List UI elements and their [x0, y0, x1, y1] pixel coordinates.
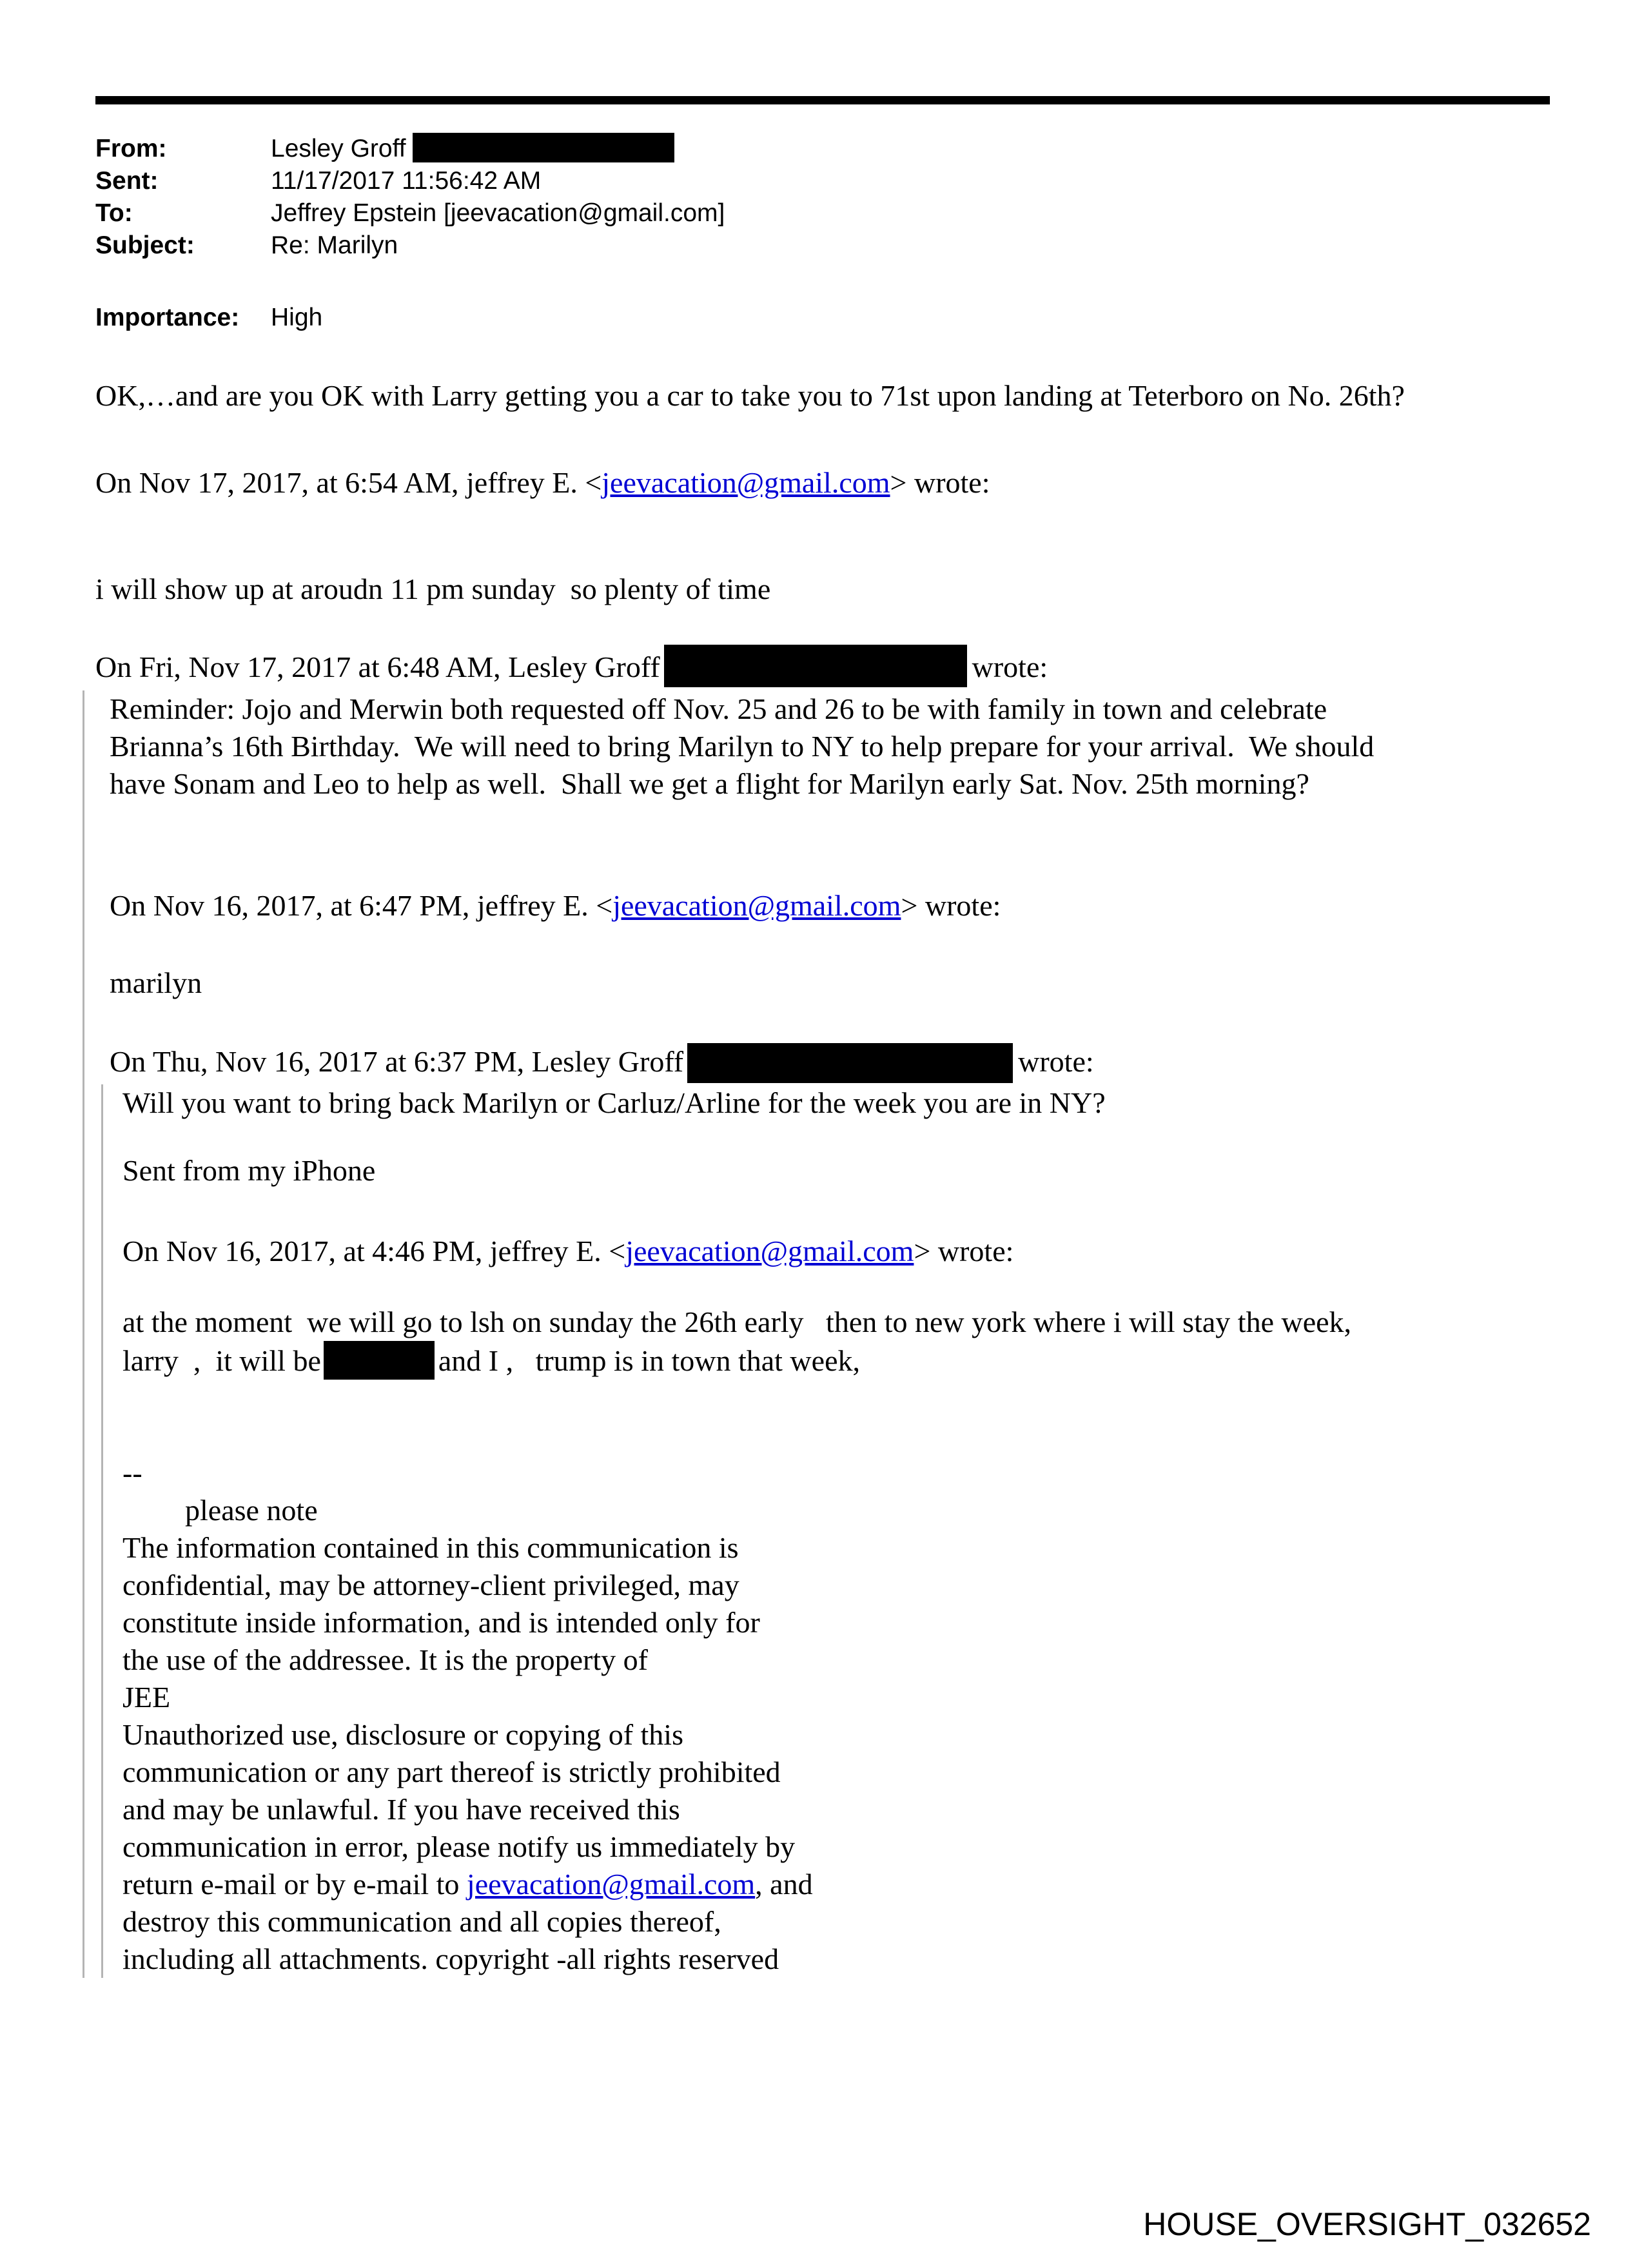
- from-value: [271, 133, 1644, 165]
- quoted-text: [122, 1341, 1605, 1380]
- quoted-text: have Sonam and Leo to help as well. Shall we get a flight for Marilyn early Sat. Nov. 25th morning?: [110, 767, 1309, 800]
- email-link[interactable]: jeevacation@gmail.com: [466, 1868, 756, 1901]
- disclaimer-line: JEE: [122, 1681, 171, 1714]
- quoted-text: Reminder: Jojo and Merwin both requested off Nov. 25 and 26 to be with family in town and celebrate: [110, 692, 1327, 725]
- quoted-message-level-2: [101, 1084, 1605, 1978]
- disclaimer-line: and may be unlawful. If you have received this: [122, 1793, 680, 1826]
- quote-attribution-text: > wrote:: [914, 1235, 1014, 1267]
- disclaimer-line: the use of the addressee. It is the property of: [122, 1643, 648, 1676]
- from-label: From:: [95, 135, 167, 162]
- header-row-importance: [95, 302, 1644, 334]
- redaction-bar: [324, 1341, 435, 1380]
- disclaimer-text-part: return e-mail or by e-mail to: [122, 1868, 467, 1901]
- disclaimer-block: [122, 1529, 1605, 1978]
- disclaimer-line: constitute inside information, and is intended only for: [122, 1606, 760, 1639]
- quote-attribution: [110, 1043, 1605, 1083]
- signature-text: Sent from my iPhone: [122, 1154, 376, 1187]
- disclaimer-line: communication in error, please notify us immediately by: [122, 1830, 796, 1863]
- quote-attribution-text: On Fri, Nov 17, 2017 at 6:48 AM, Lesley Groff: [95, 650, 660, 683]
- quote-attribution: [110, 887, 1605, 924]
- quote-attribution-text: On Thu, Nov 16, 2017 at 6:37 PM, Lesley Groff: [110, 1045, 684, 1078]
- quote-attribution: [95, 645, 1605, 687]
- email-body: [95, 377, 1605, 1978]
- disclaimer-line: communication or any part thereof is strictly prohibited: [122, 1755, 781, 1788]
- message-text: OK,…and are you OK with Larry getting you a car to take you to 71st upon landing at Teterboro on No. 26th?: [95, 379, 1405, 412]
- redaction-bar: [664, 645, 967, 687]
- header-row-subject: [95, 230, 1644, 262]
- importance-label: Importance:: [95, 304, 240, 331]
- quote-attribution: [95, 464, 1605, 502]
- email-header: [95, 133, 1644, 334]
- quote-attribution-text: On Nov 17, 2017, at 6:54 AM, jeffrey E. <: [95, 466, 602, 499]
- disclaimer-text-part: , and: [755, 1868, 813, 1901]
- subject-value: Re: Marilyn: [271, 231, 398, 259]
- bates-number: HOUSE_OVERSIGHT_032652: [1143, 2206, 1591, 2242]
- quoted-text-part: larry , it will be: [122, 1344, 321, 1377]
- message-text: i will show up at aroudn 11 pm sunday so plenty of time: [95, 572, 771, 605]
- quote-attribution-text: > wrote:: [890, 466, 990, 499]
- sent-label: Sent:: [95, 167, 159, 195]
- top-rule: [95, 96, 1550, 104]
- quoted-text-part: and I , trump is in town that week,: [438, 1344, 860, 1377]
- redaction-bar: [687, 1043, 1013, 1083]
- quoted-text-block: [122, 1304, 1605, 1380]
- to-value: Jeffrey Epstein [jeevacation@gmail.com]: [271, 199, 725, 227]
- quoted-text: Brianna’s 16th Birthday. We will need to bring Marilyn to NY to help prepare for your arrival. We should: [110, 730, 1375, 763]
- quote-attribution-text: wrote:: [1018, 1045, 1094, 1078]
- disclaimer-line: [122, 1866, 1605, 1903]
- sent-value: 11/17/2017 11:56:42 AM: [271, 167, 542, 195]
- email-link[interactable]: jeevacation@gmail.com: [625, 1235, 914, 1267]
- disclaimer-line: including all attachments. copyright -all rights reserved: [122, 1942, 779, 1975]
- quote-attribution-text: On Nov 16, 2017, at 6:47 PM, jeffrey E. <: [110, 889, 613, 922]
- quote-attribution-text: On Nov 16, 2017, at 4:46 PM, jeffrey E. <: [122, 1235, 626, 1267]
- header-row-sent: [95, 165, 1644, 197]
- signature-separator: --: [122, 1456, 142, 1489]
- quote-attribution-text: wrote:: [972, 650, 1048, 683]
- disclaimer-line: Unauthorized use, disclosure or copying of this: [122, 1718, 683, 1751]
- quoted-text: marilyn: [110, 966, 202, 999]
- quoted-text: at the moment we will go to lsh on sunday the 26th early then to new york where i will stay the week,: [122, 1305, 1352, 1338]
- disclaimer-line: destroy this communication and all copies thereof,: [122, 1905, 721, 1938]
- header-row-from: [95, 133, 1644, 165]
- quote-attribution-text: > wrote:: [901, 889, 1001, 922]
- quoted-message-level-1: [83, 690, 1605, 1978]
- subject-label: Subject:: [95, 231, 195, 259]
- importance-value: High: [271, 304, 323, 331]
- disclaimer-line: The information contained in this communication is: [122, 1531, 739, 1564]
- disclaimer-heading: please note: [185, 1494, 318, 1527]
- redaction-bar: [413, 133, 674, 162]
- to-label: To:: [95, 199, 133, 227]
- quote-attribution: [122, 1233, 1605, 1270]
- header-row-to: [95, 197, 1644, 230]
- email-link[interactable]: jeevacation@gmail.com: [602, 466, 890, 499]
- disclaimer-line: confidential, may be attorney-client privileged, may: [122, 1569, 739, 1601]
- quoted-text: Will you want to bring back Marilyn or Carluz/Arline for the week you are in NY?: [122, 1086, 1106, 1119]
- from-sender-name: Lesley Groff: [271, 135, 406, 162]
- email-link[interactable]: jeevacation@gmail.com: [612, 889, 901, 922]
